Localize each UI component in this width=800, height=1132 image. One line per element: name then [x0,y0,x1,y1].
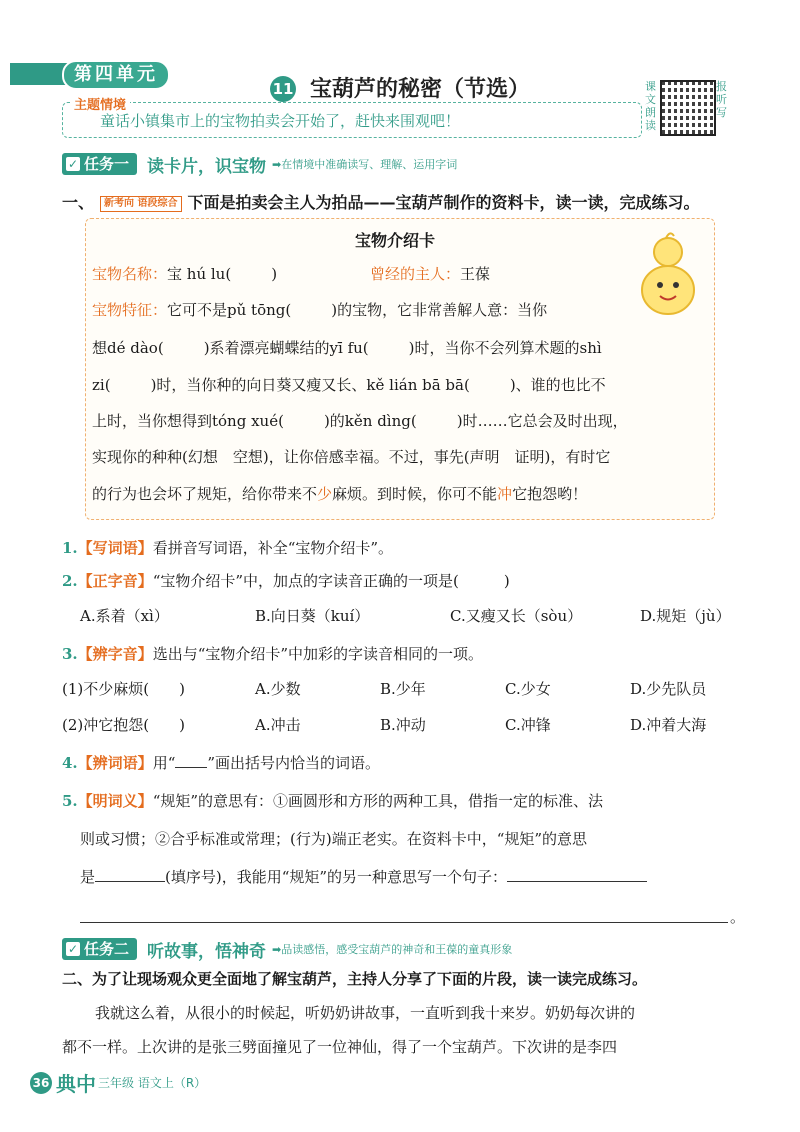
question-1: 1.【写词语】看拼音写词语，补全“宝物介绍卡”。 [62,539,394,557]
task2-goal: ➡品读感悟，感受宝葫芦的神奇和王葆的童真形象 [272,943,513,956]
lesson-title: 宝葫芦的秘密（节选） [310,77,531,102]
theme-text: 童话小镇集市上的宝物拍卖会开始了，赶快来围观吧！ [100,112,461,130]
q3-row1-c[interactable]: C.少女 [505,680,551,698]
q5-line2: 则或习惯；②合乎标准或常理；(行为)端正老实。在资料卡中，“规矩”的意思 [80,830,588,848]
passage-line-1: 我就这么着，从很小的时候起，听奶奶讲故事，一直听到我十来岁。奶奶每次讲的 [95,1004,636,1022]
q5-line3: 是 (填序号)，我能用“规矩”的另一种意思写一个句子： [80,866,647,887]
section1-badge: 新考向 语段综合 [100,196,181,212]
qr-label-reading: 课文朗读 [645,80,656,132]
q2-option-a[interactable]: A.系着（xì） [80,607,169,625]
footer-logo: 典中 [56,1072,96,1096]
lesson-number: 11 [270,76,296,102]
q2-option-d[interactable]: D.规矩（jù） [640,607,731,625]
question-4: 4.【辨词语】用“ ”画出括号内恰当的词语。 [62,754,381,772]
passage-line-2: 都不一样。上次讲的是张三劈面撞见了一位神仙，得了一个宝葫芦。下次讲的是李四 [62,1038,618,1056]
footer-text: 三年级 语文上（R） [98,1076,207,1090]
q2-option-c[interactable]: C.又瘦又长（sòu） [450,607,583,625]
card-line-5: 实现你的种种(幻想 空想)，让你倍感幸福。不过，事先(声明 证明)，有时它 [92,448,611,466]
card-line-6: 的行为也会坏了规矩，给你带来不少麻烦。到时候，你可不能冲它抱怨哟！ [92,485,588,503]
question-2: 2.【正字音】“宝物介绍卡”中，加点的字读音正确的一项是( ) [62,572,510,590]
card-line-2: 想dé dào( )系着漂亮蝴蝶结的yī fu( )时，当你不会列算术题的shì [92,339,602,357]
card-line-4: 上时，当你想得到tóng xué( )的kěn dìng( )时……它总会及时出现， [92,412,628,430]
gourd-mascot-icon [628,230,708,320]
section1-instruction: 一、 新考向 语段综合 下面是拍卖会主人为拍品——宝葫芦制作的资料卡，读一读，完成练习。 [62,193,700,212]
qr-label-dictation: 报听写 [716,80,727,119]
q3-row2-d[interactable]: D.冲着大海 [630,716,707,734]
task1-goal: ➡在情境中准确读写、理解、运用字词 [272,158,458,171]
page-number: 36 [30,1072,52,1094]
q5-sentence-line[interactable] [80,922,728,923]
q5-answer-blank[interactable] [95,881,165,882]
q3-row1-b[interactable]: B.少年 [380,680,426,698]
q3-row1-stem: (1)不少麻烦( ) [62,680,185,698]
check-icon: ✓ [67,942,79,956]
question-3: 3.【辨字音】选出与“宝物介绍卡”中加彩的字读音相同的一项。 [62,645,484,663]
card-name-line: 宝物名称：宝 hú lu( ) [92,265,278,283]
q3-row2-b[interactable]: B.冲动 [380,716,426,734]
card-title: 宝物介绍卡 [355,231,436,250]
task2-name: 听故事，悟神奇 [147,941,267,962]
q3-row2-a[interactable]: A.冲击 [255,716,301,734]
task1-tag: ✓ 任务一 [62,153,137,175]
section2-instruction: 二、为了让现场观众更全面地了解宝葫芦，主持人分享了下面的片段，读一读完成练习。 [62,970,648,988]
card-line-3: zi( )时，当你种的向日葵又瘦又长、kě lián bā bā( )、谁的也比不 [92,376,606,394]
q2-option-b[interactable]: B.向日葵（kuí） [255,607,370,625]
q3-row2-c[interactable]: C.冲锋 [505,716,551,734]
check-icon: ✓ [67,157,79,171]
theme-label: 主题情境 [70,94,130,113]
q3-row1-a[interactable]: A.少数 [255,680,301,698]
qr-code-icon[interactable] [660,80,716,136]
card-owner-line: 曾经的主人：王葆 [370,265,491,283]
underline-sample [175,767,207,768]
task2-tag: ✓ 任务二 [62,938,137,960]
q3-row1-d[interactable]: D.少先队员 [630,680,707,698]
task2-banner [62,937,512,961]
q3-row2-stem: (2)冲它抱怨( ) [62,716,185,734]
unit-label: 第四单元 [62,60,170,90]
task1-name: 读卡片，识宝物 [147,156,267,177]
question-5: 5.【明词义】“规矩”的意思有：①画圆形和方形的两种工具，借指一定的标准、法 [62,792,604,810]
task1-banner [62,152,457,176]
card-feature-line: 宝物特征：它可不是pǔ tōng( )的宝物，它非常善解人意：当你 [92,301,548,319]
q5-end: 。 [730,908,746,926]
q5-sentence-blank[interactable] [507,881,647,882]
